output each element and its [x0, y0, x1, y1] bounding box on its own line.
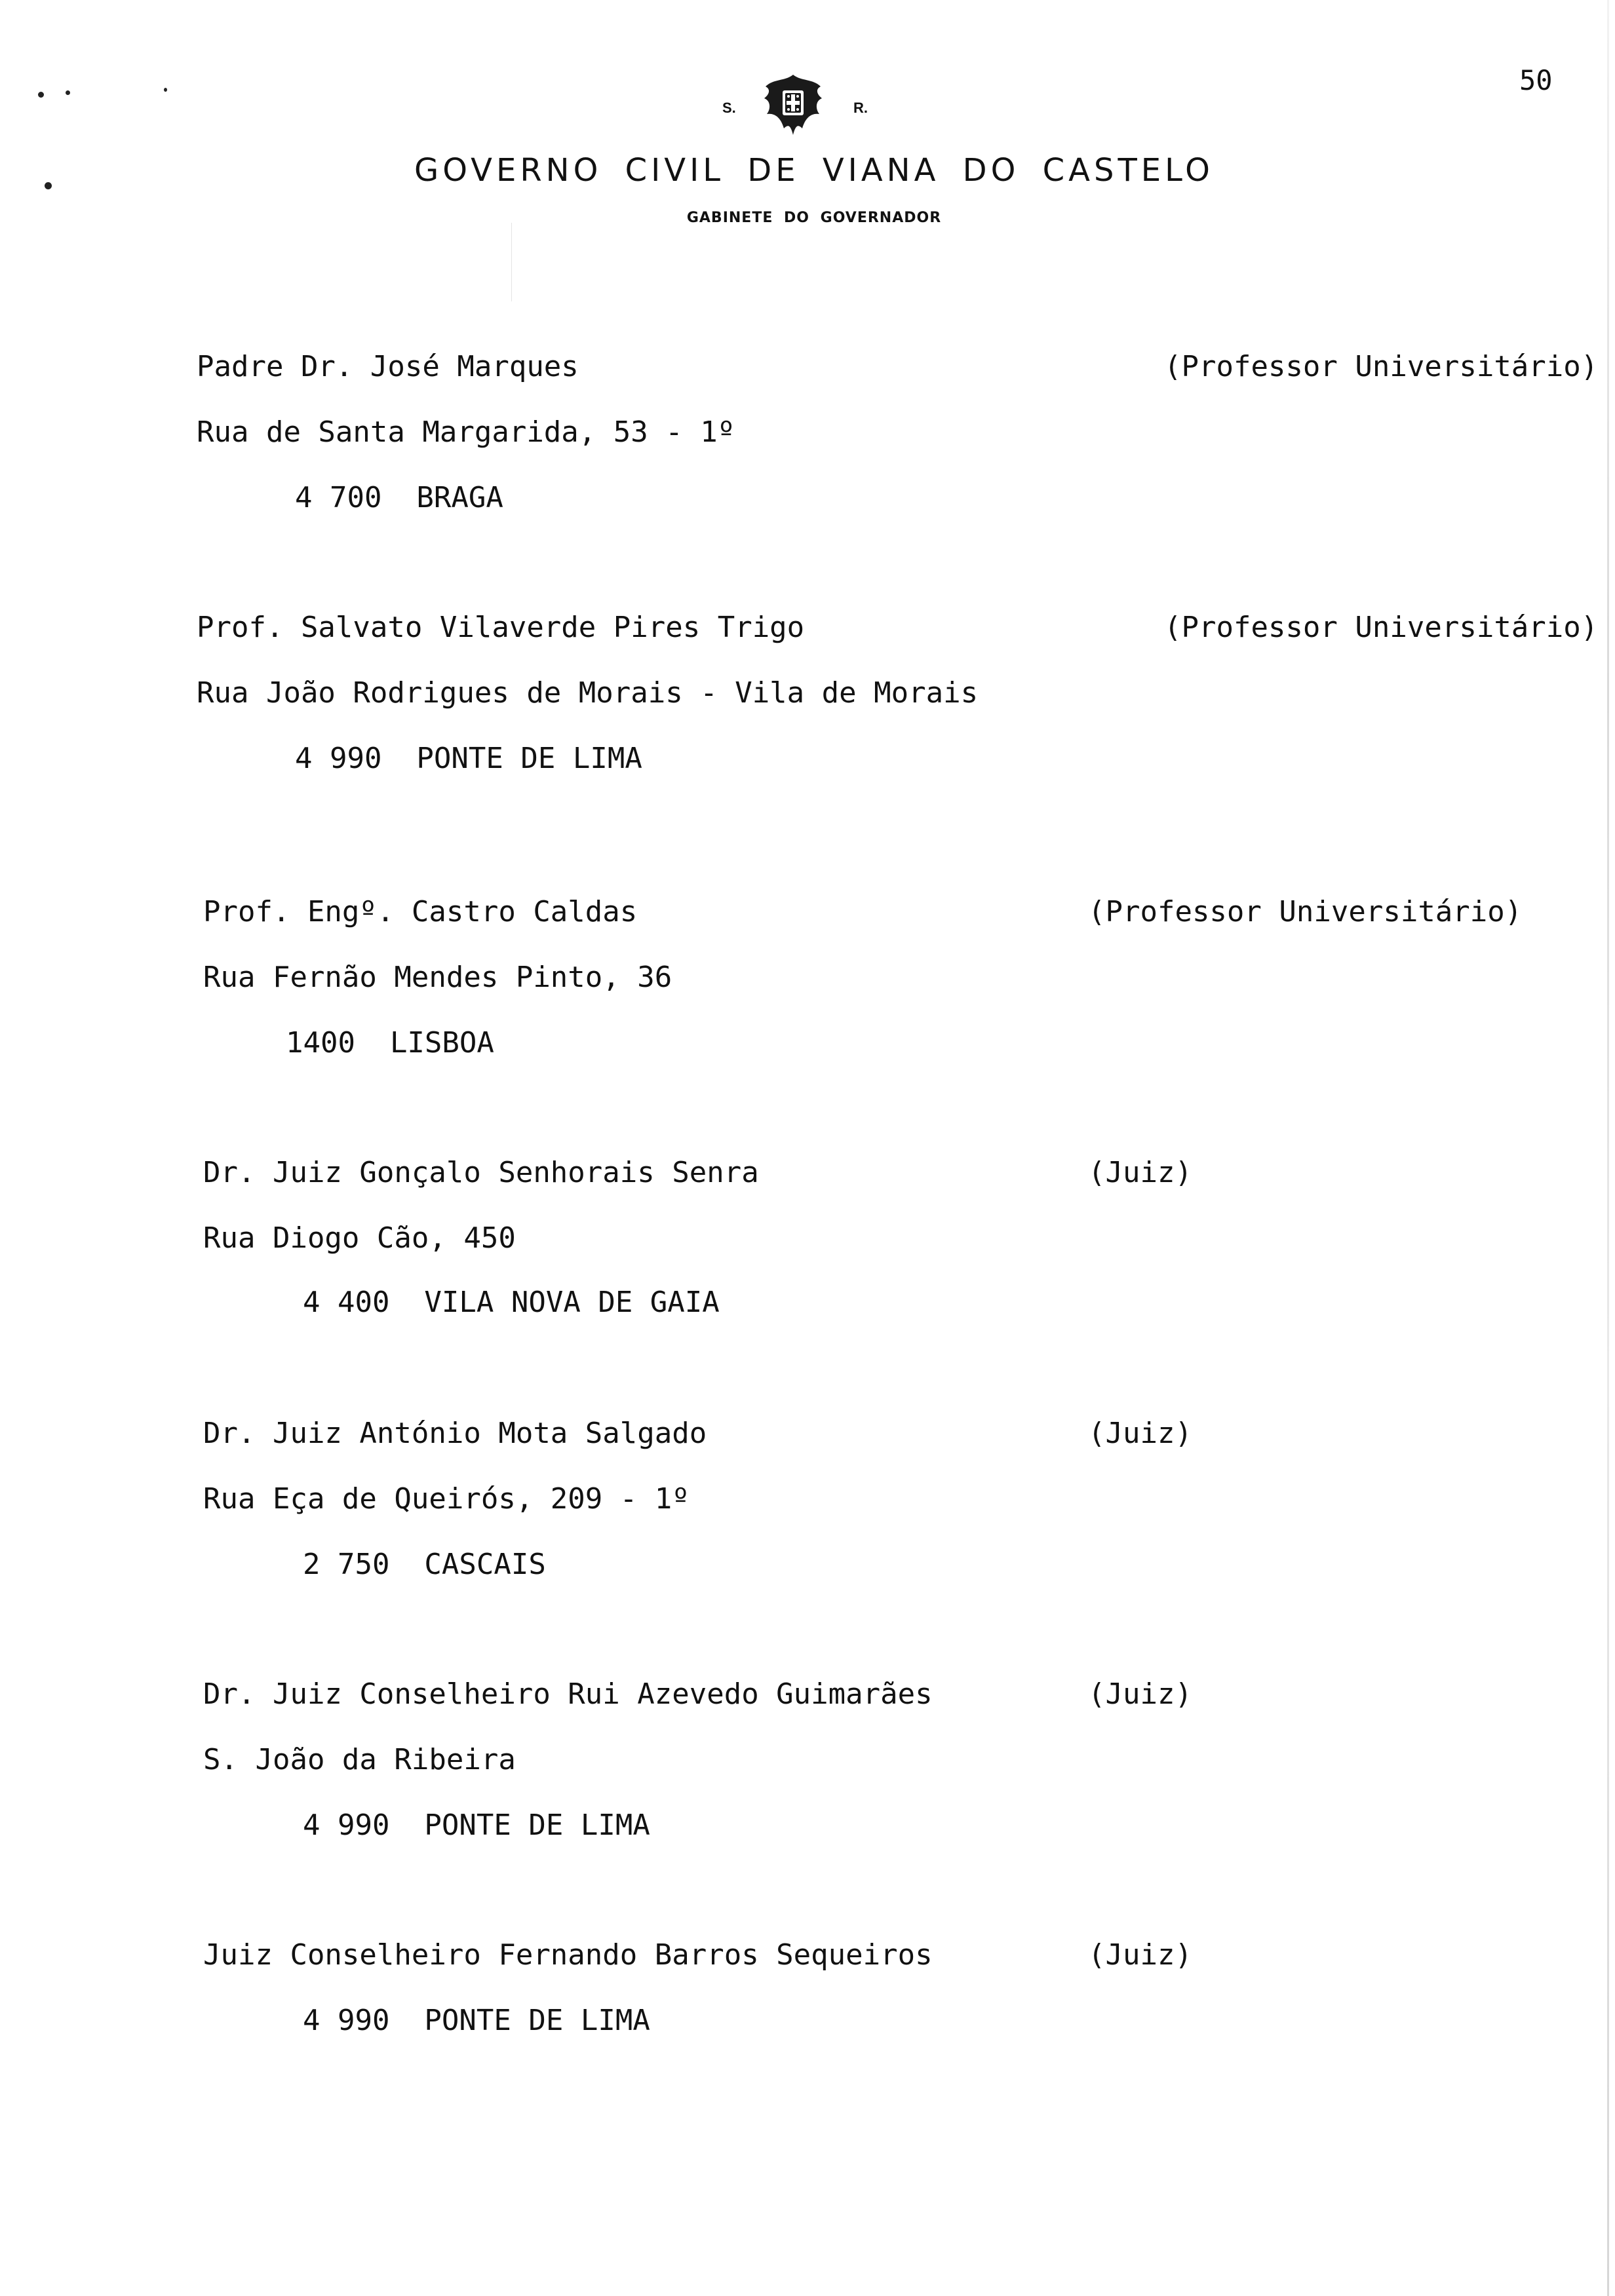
contact-city: 4 990 PONTE DE LIMA [303, 1808, 650, 1842]
contact-name: Prof. Salvato Vilaverde Pires Trigo [197, 611, 805, 644]
crest-right-letter: R. [853, 100, 868, 116]
letterhead-title: GOVERNO CIVIL DE VIANA DO CASTELO [414, 152, 1214, 189]
contact-name: Dr. Juiz Conselheiro Rui Azevedo Guimarães [203, 1677, 933, 1711]
contact-role: (Professor Universitário) [1164, 350, 1599, 383]
contact-role: (Juiz) [1088, 1938, 1192, 1972]
letterhead-subtitle: GABINETE DO GOVERNADOR [686, 210, 942, 226]
page-number: 50 [1519, 64, 1553, 96]
scan-speck [66, 90, 70, 95]
contact-name: Juiz Conselheiro Fernando Barros Sequeiros [203, 1938, 933, 1972]
contact-city: 1400 LISBOA [286, 1026, 494, 1060]
contact-role: (Professor Universitário) [1088, 895, 1523, 928]
contact-role: (Juiz) [1088, 1156, 1192, 1189]
coat-of-arms-icon [754, 72, 832, 138]
scan-speck [38, 92, 44, 98]
page-edge-shadow [1607, 0, 1609, 2296]
contact-address: Rua Eça de Queirós, 209 - 1º [203, 1482, 690, 1516]
contact-name: Prof. Engº. Castro Caldas [203, 895, 638, 928]
contact-name: Dr. Juiz António Mota Salgado [203, 1417, 707, 1450]
fold-mark [511, 223, 512, 301]
contact-city: 4 990 PONTE DE LIMA [295, 742, 642, 775]
letterhead-crest [708, 72, 878, 138]
contact-address: Rua Fernão Mendes Pinto, 36 [203, 961, 672, 994]
contact-name: Padre Dr. José Marques [197, 350, 579, 383]
contact-city: 4 990 PONTE DE LIMA [303, 2004, 650, 2037]
contact-role: (Professor Universitário) [1164, 611, 1599, 644]
contact-name: Dr. Juiz Gonçalo Senhorais Senra [203, 1156, 759, 1189]
contact-city: 4 400 VILA NOVA DE GAIA [303, 1286, 720, 1319]
contact-role: (Juiz) [1088, 1677, 1192, 1711]
contact-address: Rua de Santa Margarida, 53 - 1º [197, 415, 735, 449]
contact-city: 2 750 CASCAIS [303, 1548, 546, 1581]
contact-address: S. João da Ribeira [203, 1743, 516, 1776]
scan-speck [164, 88, 167, 92]
contact-role: (Juiz) [1088, 1417, 1192, 1450]
contact-address: Rua João Rodrigues de Morais - Vila de Morais [197, 676, 979, 710]
contact-city: 4 700 BRAGA [295, 481, 503, 514]
contact-address: Rua Diogo Cão, 450 [203, 1221, 516, 1255]
crest-left-letter: S. [722, 100, 736, 116]
